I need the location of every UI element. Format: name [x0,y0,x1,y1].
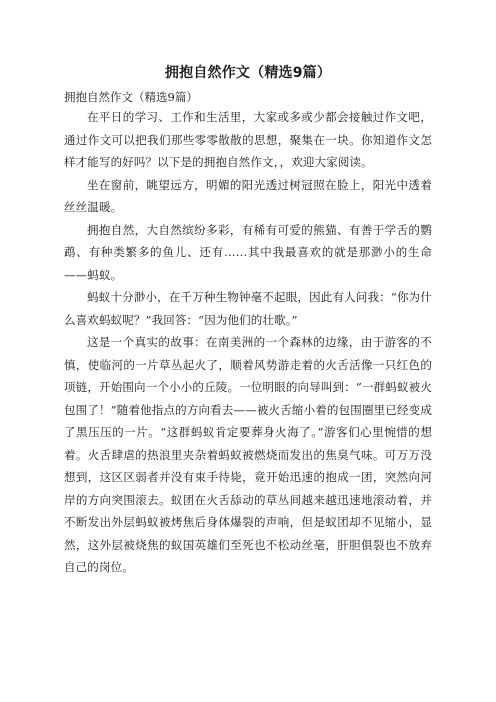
paragraph-window: 坐在窗前，眺望远方，明媚的阳光透过树冠照在脸上，阳光中透着丝丝温暖。 [64,177,432,214]
paragraph-intro: 在平日的学习、工作和生活里，大家或多或少都会接触过作文吧，通过作文可以把我们那些零零散散的思想，聚集在一块。你知道作文怎样才能写的好吗？以下是的拥抱自然作文，，欢迎大家阅读。 [64,110,432,169]
document-title: 拥抱自然作文（精选9篇） [164,65,332,81]
paragraph-story: 这是一个真实的故事：在南美洲的一个森林的边缘，由于游客的不慎，使临河的一片草丛起火了，顺着风势游走着的火舌活像一只红色的项链，开始围向一个小小的丘陵。一位明眼的向导叫到：“一群蚂蚁被火包围了！”随着他指点的方向看去——被火舌缩小着的包围圈里已经变成了黑压压的一片。“这群蚂蚁肯定要葬身火海了。”游客们心里惋惜的想着。火舌肆虐的热浪里夹杂着蚂蚁被燃烧而发出的焦臭气味。可万万没想到，这区区弱者并没有束手待毙，竟开始迅速的抱成一团，突然向河岸的方向突围滚去。蚁团在火舌舔动的草丛间越来越迅速地滚动着，并不断发出外层蚂蚁被烤焦后身体爆裂的声响，但是蚁团却不见缩小，显然，这外层被烧焦的蚁国英雄们至死也不松动丝毫，肝胆俱裂也不放弃自己的岗位。 [64,335,432,574]
document-subtitle: 拥抱自然作文（精选9篇） [64,90,198,104]
paragraph-ants: 蚂蚁十分渺小，在千万种生物钟毫不起眼，因此有人问我：“你为什么喜欢蚂蚁呢？”我回答：“因为他们的壮歌。” [64,290,432,327]
paragraph-nature: 拥抱自然，大自然缤纷多彩，有稀有可爱的熊猫、有善于学舌的鹦鹉、有种类繁多的鱼儿、还有……其中我最喜欢的就是那渺小的生命——蚂蚁。 [64,222,432,282]
